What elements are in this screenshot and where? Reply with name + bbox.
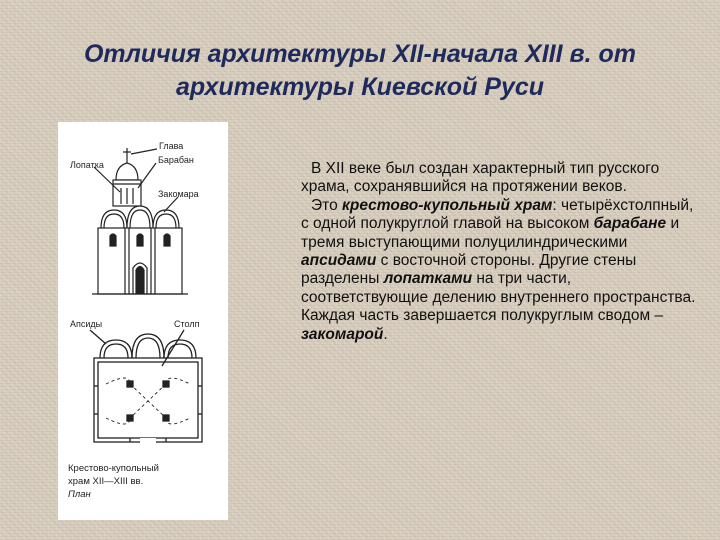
church-illustration xyxy=(58,122,228,520)
term-lopatki: лопатками xyxy=(383,270,473,288)
pillar-2 xyxy=(163,381,169,387)
church-drawing xyxy=(58,122,228,520)
label-baraban: Барабан xyxy=(158,155,194,165)
slide-title xyxy=(20,38,700,104)
label-stolp: Столп xyxy=(174,319,200,329)
caption-line-1: Крестово-купольный xyxy=(68,463,159,474)
p2-b: и тремя выступающими полуцилиндрическими xyxy=(301,215,680,251)
label-lopatka: Лопатка xyxy=(70,160,104,170)
p2-a: : четырёхстолпный, с одной полукруглой главой на высоком xyxy=(301,196,694,233)
label-apsidy: Апсиды xyxy=(70,319,103,329)
term-zakomara: закомарой xyxy=(301,325,384,343)
pillar-1 xyxy=(127,381,133,387)
title-line-2: архитектуры Киевской Руси xyxy=(175,73,545,101)
plan-walls xyxy=(94,358,202,442)
church-elevation xyxy=(92,148,188,294)
p2-c: с восточной стороны. Другие стены разделены xyxy=(301,252,637,288)
zakomara-right xyxy=(153,210,179,228)
term-krestovo-kupolny-hram: крестово-купольный храм xyxy=(342,196,553,214)
caption-line-2: храм XII—XIII вв. xyxy=(68,476,144,487)
term-baraban: барабане xyxy=(593,215,667,233)
paragraph-1: В XII веке был создан характерный тип русского храма, сохранявшийся на протяжении веков. xyxy=(301,160,660,196)
zakomara-left xyxy=(101,210,127,228)
term-apsidy: апсидами xyxy=(301,252,377,270)
label-zakomara: Закомара xyxy=(158,189,199,199)
church-plan xyxy=(90,330,202,444)
dome xyxy=(116,163,138,180)
pillar-3 xyxy=(127,415,133,421)
pillar-4 xyxy=(163,415,169,421)
p2-start: Это xyxy=(311,196,342,214)
p2-d: на три части, соответствующие делению внутреннего пространства. Каждая часть завершается полукруглым сводом – xyxy=(301,270,696,325)
label-glava: Глава xyxy=(159,141,184,151)
p2-end: . xyxy=(383,325,388,343)
title-line-1: Отличия архитектуры XII-начала XIII в. от xyxy=(83,40,637,68)
paragraph-2 xyxy=(301,197,701,344)
caption-line-3: План xyxy=(68,489,91,500)
body-text xyxy=(301,160,701,344)
